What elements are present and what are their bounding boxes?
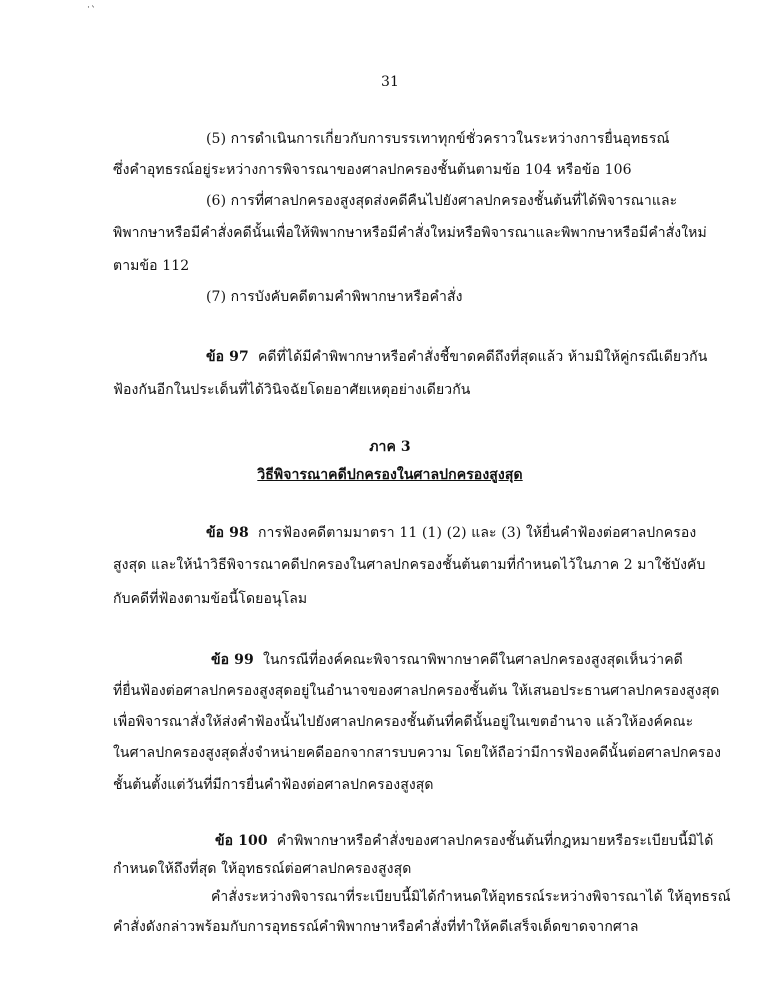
article-100-label: ข้อ 100 <box>215 833 268 849</box>
article-97-text-1: คดีที่ได้มีคำพิพากษาหรือคำสั่งชี้ขาดคดีถึงที่สุดแล้ว ห้ามมิให้คู่กรณีเดียวกัน <box>257 349 708 365</box>
page-number: 31 <box>380 74 399 90</box>
article-98-line-3: กับคดีที่ฟ้องตามข้อนี้โดยอนุโลม <box>113 591 308 607</box>
clause-5-line-1: (5) การดำเนินการเกี่ยวกับการบรรเทาทุกข์ชั่วคราวในระหว่างการยื่นอุทธรณ์ <box>206 131 670 147</box>
article-98-label: ข้อ 98 <box>206 525 249 541</box>
clause-6-line-3: ตามข้อ 112 <box>113 258 190 274</box>
article-99-line-2: ที่ยื่นฟ้องต่อศาลปกครองสูงสุดอยู่ในอำนาจของศาลปกครองชั้นต้น ให้เสนอประธานศาลปกครองสูงสุด <box>113 683 720 699</box>
article-98-line-2: สูงสุด และให้นำวิธีพิจารณาคดีปกครองในศาลปกครองชั้นต้นตามที่กำหนดไว้ในภาค 2 มาใช้บังคับ <box>113 557 706 573</box>
article-99-label: ข้อ 99 <box>211 652 254 668</box>
article-97-line-2: ฟ้องกันอีกในประเด็นที่ได้วินิจฉัยโดยอาศัยเหตุอย่างเดียวกัน <box>113 382 471 398</box>
article-99-line-3: เพื่อพิจารณาสั่งให้ส่งคำฟ้องนั้นไปยังศาลปกครองชั้นต้นที่คดีนั้นอยู่ในเขตอำนาจ แล้วให้องค์คณะ <box>113 714 694 730</box>
part-subtitle <box>0 465 780 485</box>
article-99-line-5: ชั้นต้นตั้งแต่วันที่มีการยื่นคำฟ้องต่อศาลปกครองสูงสุด <box>113 777 434 793</box>
article-97-label: ข้อ 97 <box>206 349 249 365</box>
part-subtitle-text: วิธีพิจารณาคดีปกครองในศาลปกครองสูงสุด <box>257 467 523 483</box>
article-100-line-3: คำสั่งระหว่างพิจารณาที่ระเบียบนี้มิได้กำหนดให้อุทธรณ์ระหว่างพิจารณาได้ ให้อุทธรณ์ <box>211 889 731 905</box>
part-title: ภาค 3 <box>369 439 411 455</box>
clause-7-line-1: (7) การบังคับคดีตามคำพิพากษาหรือคำสั่ง <box>206 289 463 305</box>
article-97-line-1 <box>206 347 707 367</box>
clause-5-line-2: ซึ่งคำอุทธรณ์อยู่ระหว่างการพิจารณาของศาลปกครองชั้นต้นตามข้อ 104 หรือข้อ 106 <box>113 162 632 178</box>
article-100-line-2: กำหนดให้ถึงที่สุด ให้อุทธรณ์ต่อศาลปกครองสูงสุด <box>113 861 412 877</box>
article-99-text-1: ในกรณีที่องค์คณะพิจารณาพิพากษาคดีในศาลปกครองสูงสุดเห็นว่าคดี <box>262 652 683 668</box>
article-100-text-1: คำพิพากษาหรือคำสั่งของศาลปกครองชั้นต้นที่กฎหมายหรือระเบียบนี้มิได้ <box>276 833 714 849</box>
article-100-line-1 <box>215 831 713 851</box>
article-98-line-1 <box>206 523 696 543</box>
article-98-text-1: การฟ้องคดีตามมาตรา 11 (1) (2) และ (3) ให้ยื่นคำฟ้องต่อศาลปกครอง <box>257 525 697 541</box>
clause-6-line-1: (6) การที่ศาลปกครองสูงสุดส่งคดีคืนไปยังศาลปกครองชั้นต้นที่ได้พิจารณาและ <box>206 193 678 209</box>
corner-mark: ˙` <box>86 6 96 17</box>
article-99-line-4: ในศาลปกครองสูงสุดสั่งจำหน่ายคดีออกจากสารบบความ โดยให้ถือว่ามีการฟ้องคดีนั้นต่อศาลปกครอง <box>113 745 722 761</box>
article-100-line-4: คำสั่งดังกล่าวพร้อมกับการอุทธรณ์คำพิพากษาหรือคำสั่งที่ทำให้คดีเสร็จเด็ดขาดจากศาล <box>113 919 639 935</box>
article-99-line-1 <box>211 650 683 670</box>
clause-6-line-2: พิพากษาหรือมีคำสั่งคดีนั้นเพื่อให้พิพากษาหรือมีคำสั่งใหม่หรือพิจารณาและพิพากษาหรือมีคำสั่งใหม่ <box>113 225 707 241</box>
